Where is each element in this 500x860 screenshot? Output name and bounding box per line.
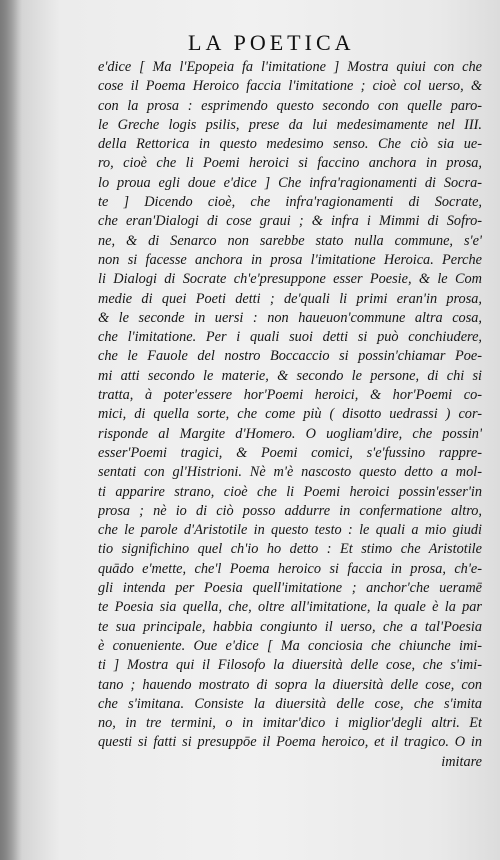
text-line: della Rettorica in questo medesimo senso. Che ciò sia ue- bbox=[98, 136, 482, 153]
text-line: esser'Poemi tragici, & Poemi comici, s'e'fussino rappre- bbox=[98, 444, 482, 461]
text-line: tratta, à poter'essere hor'Poemi heroici, & hor'Poemi co- bbox=[98, 387, 482, 404]
text-line: & le seconde in uersi : non haueuon'commune altra cosa, bbox=[98, 309, 482, 326]
text-line: con la prosa : esprimendo questo secondo con quelle paro- bbox=[98, 97, 482, 114]
text-line: quādo e'mette, che'l Poema heroico si faccia in prosa, ch'e- bbox=[98, 560, 482, 577]
text-line: prosa ; nè io di ciò posso addurre in confermatione altro, bbox=[98, 502, 482, 519]
text-line: che s'imitana. Consiste la diuersità delle cose, che s'imita bbox=[98, 695, 482, 712]
text-line: cose il Poema Heroico faccia l'imitatione ; cioè col uerso, & bbox=[98, 78, 482, 95]
text-line: te sua principale, habbia congiunto il uerso, che a tal'Poesia bbox=[98, 618, 482, 635]
text-line: non si facesse anchora in prosa l'imitatione Heroica. Perche bbox=[98, 251, 482, 268]
text-line: le Greche logis psilis, prese da lui medesimamente nel III. bbox=[98, 116, 482, 133]
text-line: ne, & di Senarco non sarebbe stato nulla commune, s'e' bbox=[98, 232, 482, 249]
text-line: te Poesia sia quella, che, oltre all'imitatione, la quale è la par bbox=[98, 599, 482, 616]
binding-shadow bbox=[0, 0, 22, 860]
text-line: risponde al Margite d'Homero. O uogliam'dire, che possin' bbox=[98, 425, 482, 442]
text-line: che eran'Dialogi di cose graui ; & infra i Mimmi di Sofro- bbox=[98, 213, 482, 230]
text-line: che le Fauole del nostro Boccaccio si possin'chiamar Poe- bbox=[98, 348, 482, 365]
text-line: ro, cioè che li Poemi heroici si faccino anchora in prosa, bbox=[98, 155, 482, 172]
text-line: tio significhino quel ch'io ho detto : Et stimo che Aristotile bbox=[98, 541, 482, 558]
text-line: li Dialogi di Socrate ch'e'presuppone esser Poesie, & le Com bbox=[98, 271, 482, 288]
text-line: mici, di quella sorte, che come più ( disotto uedrassi ) cor- bbox=[98, 406, 482, 423]
catchword: imitare bbox=[441, 753, 482, 770]
text-line: lo proua egli doue e'dice ] Che infra'ragionamenti di Socra- bbox=[98, 174, 482, 191]
text-line: ti ] Mostra qui il Filosofo la diuersità delle cose, che s'imi- bbox=[98, 657, 482, 674]
text-line: gli intenda per Poesia quell'imitatione ; anchor'che ueramē bbox=[98, 580, 482, 597]
text-line: no, in tre termini, o in imitar'dico i miglior'degli altri. Et bbox=[98, 715, 482, 732]
text-line: mi atti secondo le materie, & secondo le persone, di chi si bbox=[98, 367, 482, 384]
text-line: tano ; hauendo mostrato di sopra la diuersità delle cose, con bbox=[98, 676, 482, 693]
text-line: che le parole d'Aristotile in questo testo : le quali a mio giudi bbox=[98, 522, 482, 539]
text-line: e'dice [ Ma l'Epopeia fa l'imitatione ] Mostra quiui con che bbox=[98, 59, 482, 75]
text-block bbox=[98, 58, 482, 772]
text-line: è conueniente. Oue e'dice [ Ma conciosia che chiunche imi- bbox=[98, 637, 482, 654]
text-line: questi si fatti si presuppōe il Poema heroico, et il tragico. O in bbox=[98, 734, 482, 751]
running-head: LA POETICA bbox=[188, 30, 355, 55]
text-line: ti apparire strano, cioè che li Poemi heroici possin'esser'in bbox=[98, 483, 482, 500]
text-line: che l'imitatione. Per i quali suoi detti si può conchiudere, bbox=[98, 329, 482, 346]
text-line: medie di quei Poeti detti ; de'quali li primi eran'in prosa, bbox=[98, 290, 482, 307]
text-line: sentati con gl'Histrioni. Nè m'è nascosto questo detto a mol- bbox=[98, 464, 482, 481]
text-line: te ] Dicendo cioè, che infra'ragionamenti di Socrate, bbox=[98, 194, 482, 211]
